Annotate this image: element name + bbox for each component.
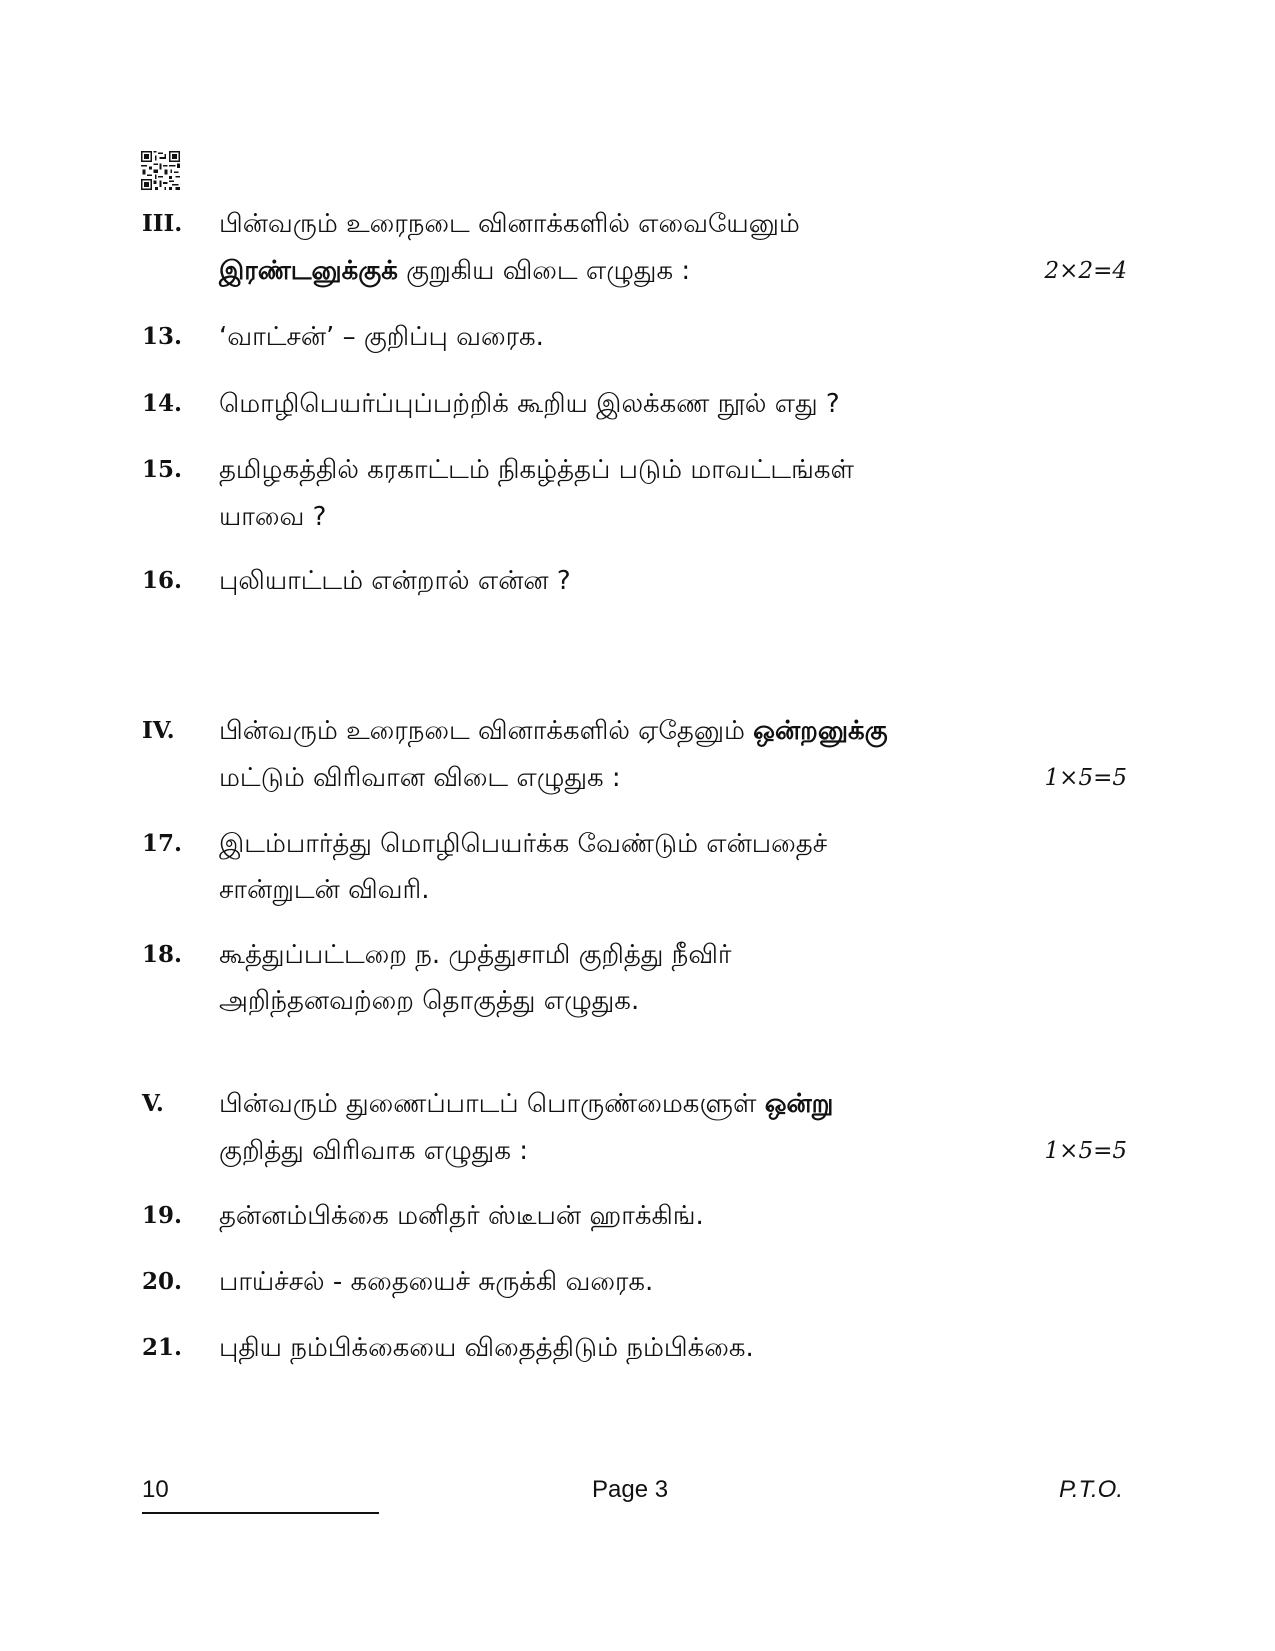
question-text: ‘வாட்சன்’ – குறிப்பு வரைக.	[219, 322, 544, 352]
question-text: சான்றுடன் விவரி.	[219, 875, 430, 905]
question-number: 18.	[142, 941, 183, 968]
emphasis-text: ஒன்றனுக்கு	[753, 716, 888, 746]
instruction-text: பின்வரும் துணைப்பாடப் பொருண்மைகளுள்	[219, 1089, 765, 1119]
section-numeral: V.	[142, 1090, 164, 1117]
section-numeral: IV.	[142, 717, 175, 744]
please-turn-over-note: P.T.O.	[1058, 1476, 1123, 1503]
marks-allocation: 1×5=5	[1044, 765, 1127, 791]
section-instruction-line	[219, 247, 690, 295]
question-text: இடம்பார்த்து மொழிபெயர்க்க வேண்டும் என்பதைச்	[219, 829, 828, 859]
paper-code: 10	[142, 1476, 169, 1503]
question-number: 13.	[142, 323, 183, 350]
qr-code-icon	[141, 151, 180, 190]
marks-allocation: 2×2=4	[1044, 258, 1127, 284]
question-text: யாவை ?	[219, 502, 327, 532]
question-number: 19.	[142, 1202, 183, 1229]
question-number: 20.	[142, 1268, 183, 1295]
question-number: 17.	[142, 830, 183, 857]
question-number: 16.	[142, 567, 183, 594]
question-number: 21.	[142, 1334, 183, 1361]
emphasis-text: ஒன்று	[764, 1089, 834, 1119]
instruction-text: பின்வரும் உரைநடை வினாக்களில் ஏதேனும்	[219, 716, 754, 746]
question-text: புலியாட்டம் என்றால் என்ன ?	[219, 566, 571, 596]
section-instruction-line	[219, 707, 888, 755]
section-instruction-line: குறித்து விரிவாக எழுதுக :	[219, 1136, 528, 1166]
question-text: தன்னம்பிக்கை மனிதர் ஸ்டீபன் ஹாக்கிங்.	[219, 1201, 704, 1231]
page-number: Page 3	[592, 1476, 669, 1503]
section-instruction-line: மட்டும் விரிவான விடை எழுதுக :	[219, 763, 621, 793]
question-number: 15.	[142, 456, 183, 483]
question-text: புதிய நம்பிக்கையை விதைத்திடும் நம்பிக்கை.	[219, 1333, 754, 1363]
question-text: மொழிபெயர்ப்புப்பற்றிக் கூறிய இலக்கண நூல் எது ?	[219, 389, 840, 419]
question-text: அறிந்தனவற்றை தொகுத்து எழுதுக.	[219, 986, 640, 1016]
emphasis-text: இரண்டனுக்குக்	[219, 256, 398, 286]
question-text: பாய்ச்சல் - கதையைச் சுருக்கி வரைக.	[219, 1267, 654, 1297]
footer-divider	[142, 1512, 379, 1514]
question-number: 14.	[142, 390, 183, 417]
instruction-text: குறுகிய விடை எழுதுக :	[397, 256, 691, 286]
section-instruction-line: பின்வரும் உரைநடை வினாக்களில் எவையேனும்	[219, 209, 800, 239]
marks-allocation: 1×5=5	[1044, 1138, 1127, 1164]
section-instruction-line	[219, 1080, 833, 1128]
section-numeral: III.	[142, 210, 183, 237]
question-text: தமிழகத்தில் கரகாட்டம் நிகழ்த்தப் படும் மாவட்டங்கள்	[219, 455, 854, 485]
question-text: கூத்துப்பட்டறை ந. முத்துசாமி குறித்து நீவிர்	[219, 940, 732, 970]
